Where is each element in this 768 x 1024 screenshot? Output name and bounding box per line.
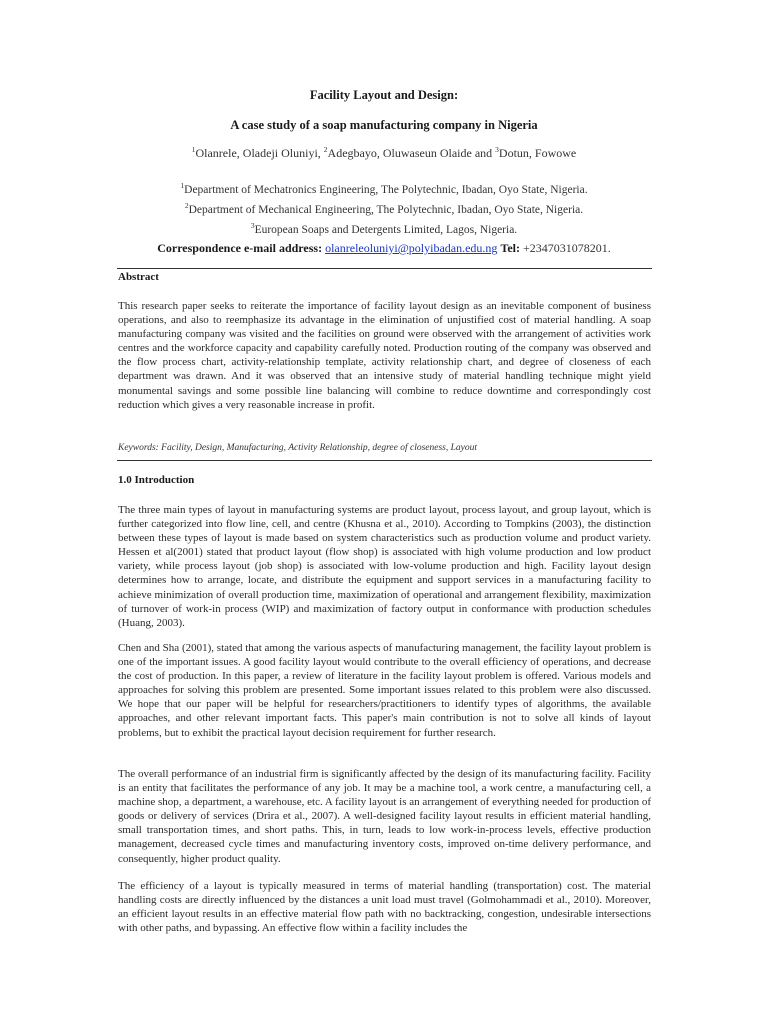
introduction-paragraph-3: The overall performance of an industrial firm is significantly affected by the design of its manufacturing facility. Facility is an entity that facilitates the performance of any job. It may be a machine tool, a work centre, a manufacturing cell, a machine shop, a department, a warehouse, etc. A facility layout is an arrangement of everything needed for production of goods or delivery of services (Drira et al., 2007). A well-designed facility layout results in efficient material handling, small transportation times, and short paths. This, in turn, leads to low work-in-process levels, effective production management, decreased cycle times and manufacturing inventory costs, improved on-time delivery performance, and consequently, higher product quality.	[118, 768, 651, 865]
correspondence-label: Correspondence e-mail address:	[157, 241, 323, 255]
paper-subtitle: A case study of a soap manufacturing company in Nigeria	[230, 118, 538, 132]
telephone-label: Tel:	[500, 241, 520, 255]
author-1-superscript: 1	[191, 145, 196, 154]
affiliation-3	[0, 218, 768, 238]
introduction-paragraph-2: Chen and Sha (2001), stated that among the various aspects of manufacturing management, the facility layout problem is one of the important issues. A good facility layout would contribute to the overall efficiency of operations, and decrease the cost of production. In this paper, a review of literature in the facility layout problem is offered. Various models and approaches for solving this problem are presented. Some important issues related to this problem were also discussed. We hope that our paper will be helpful for researchers/practitioners to identify types of algorithms, the available approaches, and other relevant important facts. This paper's main contribution is not to solve all kinds of layout problems, but to exhibit the practical layout decision requirement for further research.	[118, 642, 651, 739]
abstract-bottom-rule	[117, 460, 652, 461]
author-1-name: Olanrele, Oladeji Oluniyi,	[195, 146, 324, 160]
abstract-top-rule	[117, 268, 652, 269]
affiliation-2	[0, 198, 768, 218]
author-3-superscript: 3	[495, 145, 499, 154]
affiliation-2-superscript: 2	[184, 201, 189, 210]
author-2-superscript: 2	[323, 145, 328, 154]
introduction-paragraph-1: The three main types of layout in manufacturing systems are product layout, process layout, and group layout, which is further categorized into flow line, cell, and centre (Khusna et al., 2010). According to Tompkins (2003), the distinction between these types of layout is made based on system characteristics such as production volume and product variety. Hessen et al(2001) stated that product layout (flow shop) is associated with high volume production and low product variety, while process layout (job shop) is associated with low-volume production and high. Facility layout design determines how to arrange, locate, and distribute the equipment and support services in a manufacturing facility to achieve minimization of overall production time, maximization of operational and arrangement flexibility, maximization of turnover of work-in process (WIP) and maximization of factory output in conformance with production schedules (Huang, 2003).	[118, 504, 651, 629]
affiliation-1-superscript: 1	[180, 181, 185, 190]
author-3-name: Dotun, Fowowe	[498, 146, 577, 160]
affiliation-1-text: Department of Mechatronics Engineering, The Polytechnic, Ibadan, Oyo State, Nigeria.	[184, 184, 588, 196]
correspondence-line	[0, 241, 768, 256]
author-list	[0, 145, 768, 161]
affiliation-list	[0, 178, 768, 238]
keywords-line: Keywords: Facility, Design, Manufacturing, Activity Relationship, degree of closeness, Layout	[118, 443, 478, 453]
abstract-heading: Abstract	[118, 271, 159, 283]
paper-title: Facility Layout and Design:	[309, 88, 459, 102]
correspondence-email-link[interactable]: olanreleoluniyi@polyibadan.edu.ng	[325, 241, 498, 255]
telephone-number: +2347031078201.	[523, 241, 611, 255]
abstract-text: This research paper seeks to reiterate the importance of facility layout design as an inevitable component of business operations, and also to reemphasize its advantage in the elimination of unjustified cost of material handling. A soap manufacturing company was visited and the facilities on ground were observed with the arrangement of activities work centres and the workforce capacity and capability carefully noted. Production routing of the company was observed and the flow process chart, activity-relationship template, activity relationship chart, and degree of closeness of each department was drawn. And it was observed that an intensive study of material handling technique might yield monumental savings and some possible line balancing will combine to reduce downtime and correspondingly cost reduction which gives a very reasonable increase in profit.	[118, 300, 651, 411]
introduction-heading: 1.0 Introduction	[118, 474, 195, 486]
affiliation-3-superscript: 3	[250, 221, 255, 230]
author-2-name: Adegbayo, Oluwaseun Olaide and	[327, 146, 496, 160]
affiliation-2-text: Department of Mechanical Engineering, The Polytechnic, Ibadan, Oyo State, Nigeria.	[188, 204, 584, 216]
affiliation-1	[0, 178, 768, 198]
introduction-paragraph-4: The efficiency of a layout is typically measured in terms of material handling (transportation) cost. The material handling costs are directly influenced by the distances a unit load must travel (Golmohammadi et al., 2010). Moreover, an efficient layout results in an effective material flow path with no backtracking, congestion, undesirable intersections with other paths, and bypassing. An effective flow within a facility includes the	[118, 880, 651, 935]
affiliation-3-text: European Soaps and Detergents Limited, Lagos, Nigeria.	[254, 224, 518, 236]
